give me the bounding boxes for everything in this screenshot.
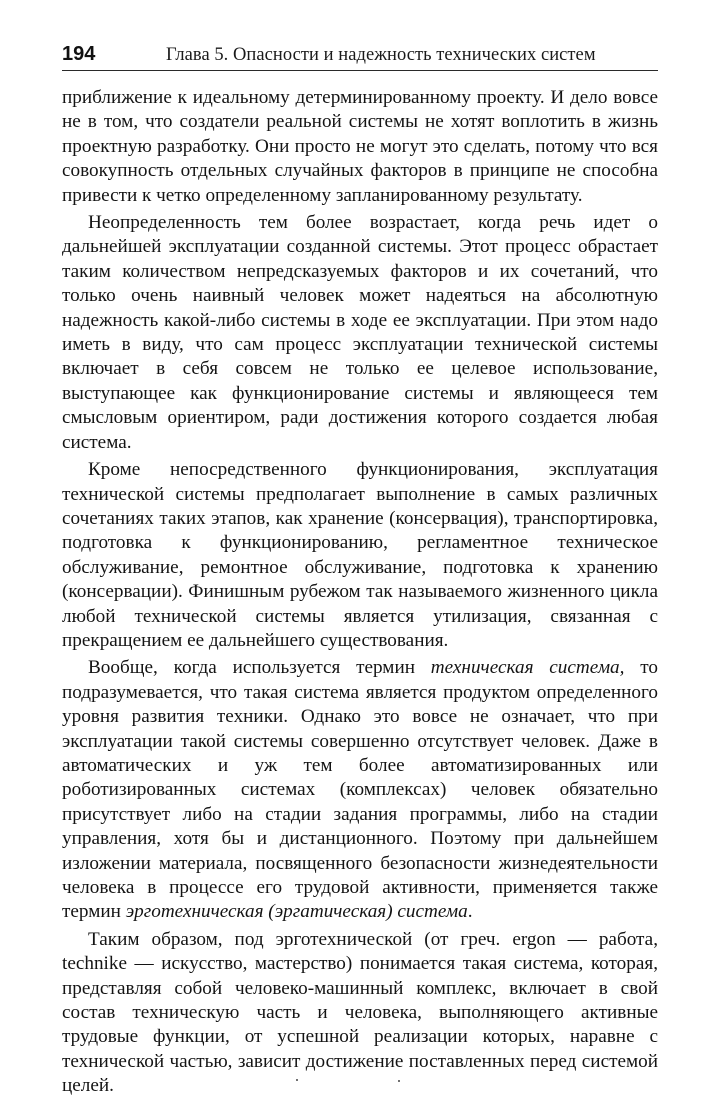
scan-specks [290, 1076, 410, 1086]
page-number: 194 [62, 43, 96, 65]
term-technical-system: техническая система, [430, 657, 625, 679]
paragraph-3: Кроме непосредственного функционирования, эксплуатация технической системы предполагает выполнение в самых различных сочетаниях таких этапов, как хранение (консервация), транспортировка, подготовка к функционированию, регламентное техническое обслуживание, ремонтное обслуживание, подготовка к хранению (консервации). Финишным рубежом так называемого жизненного цикла любой технической системы является утилизация, связанная с прекращением ее дальнейшего существования. [62, 459, 658, 651]
paragraph-4-end: . [467, 901, 473, 923]
paragraph-4-lead: Вообще, когда используется термин [88, 657, 431, 679]
term-ergotechnical-system: эрготехническая (эргатическая) система [125, 901, 468, 923]
paragraph-4-body: то подразумевается, что такая система является продуктом определенного уровня развития техники. Однако это вовсе не означает, что при эксплуатации такой системы совершенно отсутствует человек. Даже в автоматических и уж тем более автоматизированных или роботизированных системах (комплексах) человек обязательно присутствует либо на стадии задания программы, либо на стадии управления, хотя бы и дистанционного. Поэтому при дальнейшем изложении материала, посвященного безопасности жизнедеятельности человека в процессе его трудовой активности, применяется также термин [62, 657, 658, 923]
paragraph-2: Неопределенность тем более возрастает, когда речь идет о дальнейшей эксплуатации созданной системы. Этот процесс обрастает таким количеством непредсказуемых факторов и их сочетаний, что только очень наивный человек может надеяться на абсолютную надежность какой-либо системы в ходе ее эксплуатации. При этом надо иметь в виду, что сам процесс эксплуатации технической системы включает в себя совсем не только ее целевое использование, выступающее как функционирование системы и являющееся тем смысловым ориентиром, ради достижения которого создается любая система. [62, 212, 658, 453]
header-rule [62, 70, 658, 71]
page-header [62, 40, 658, 74]
paragraph-1: приближение к идеальному детерминированному проекту. И дело вовсе не в том, что создатели реальной системы не хотят воплотить в жизнь проектную разработку. Они просто не могут это сделать, потому что вся совокупность отдельных случайных факторов в принципе не способна привести к четко определенному запланированному результату. [62, 87, 658, 206]
running-head: Глава 5. Опасности и надежность технических систем [166, 45, 596, 65]
scan-speck [296, 1079, 298, 1081]
paragraph-4 [62, 656, 658, 924]
body-text [62, 86, 658, 1099]
scan-speck [398, 1080, 400, 1082]
paragraph-5: Таким образом, под эрготехнической (от греч. ergon — работа, technike — искусство, мастерство) понимается такая система, которая, представляя собой человеко-машинный комплекс, включает в свой состав техническую часть и человека, выполняющего активные трудовые функции, от успешной реализации которых, наравне с технической частью, зависит достижение поставленных перед системой целей. [62, 928, 658, 1097]
